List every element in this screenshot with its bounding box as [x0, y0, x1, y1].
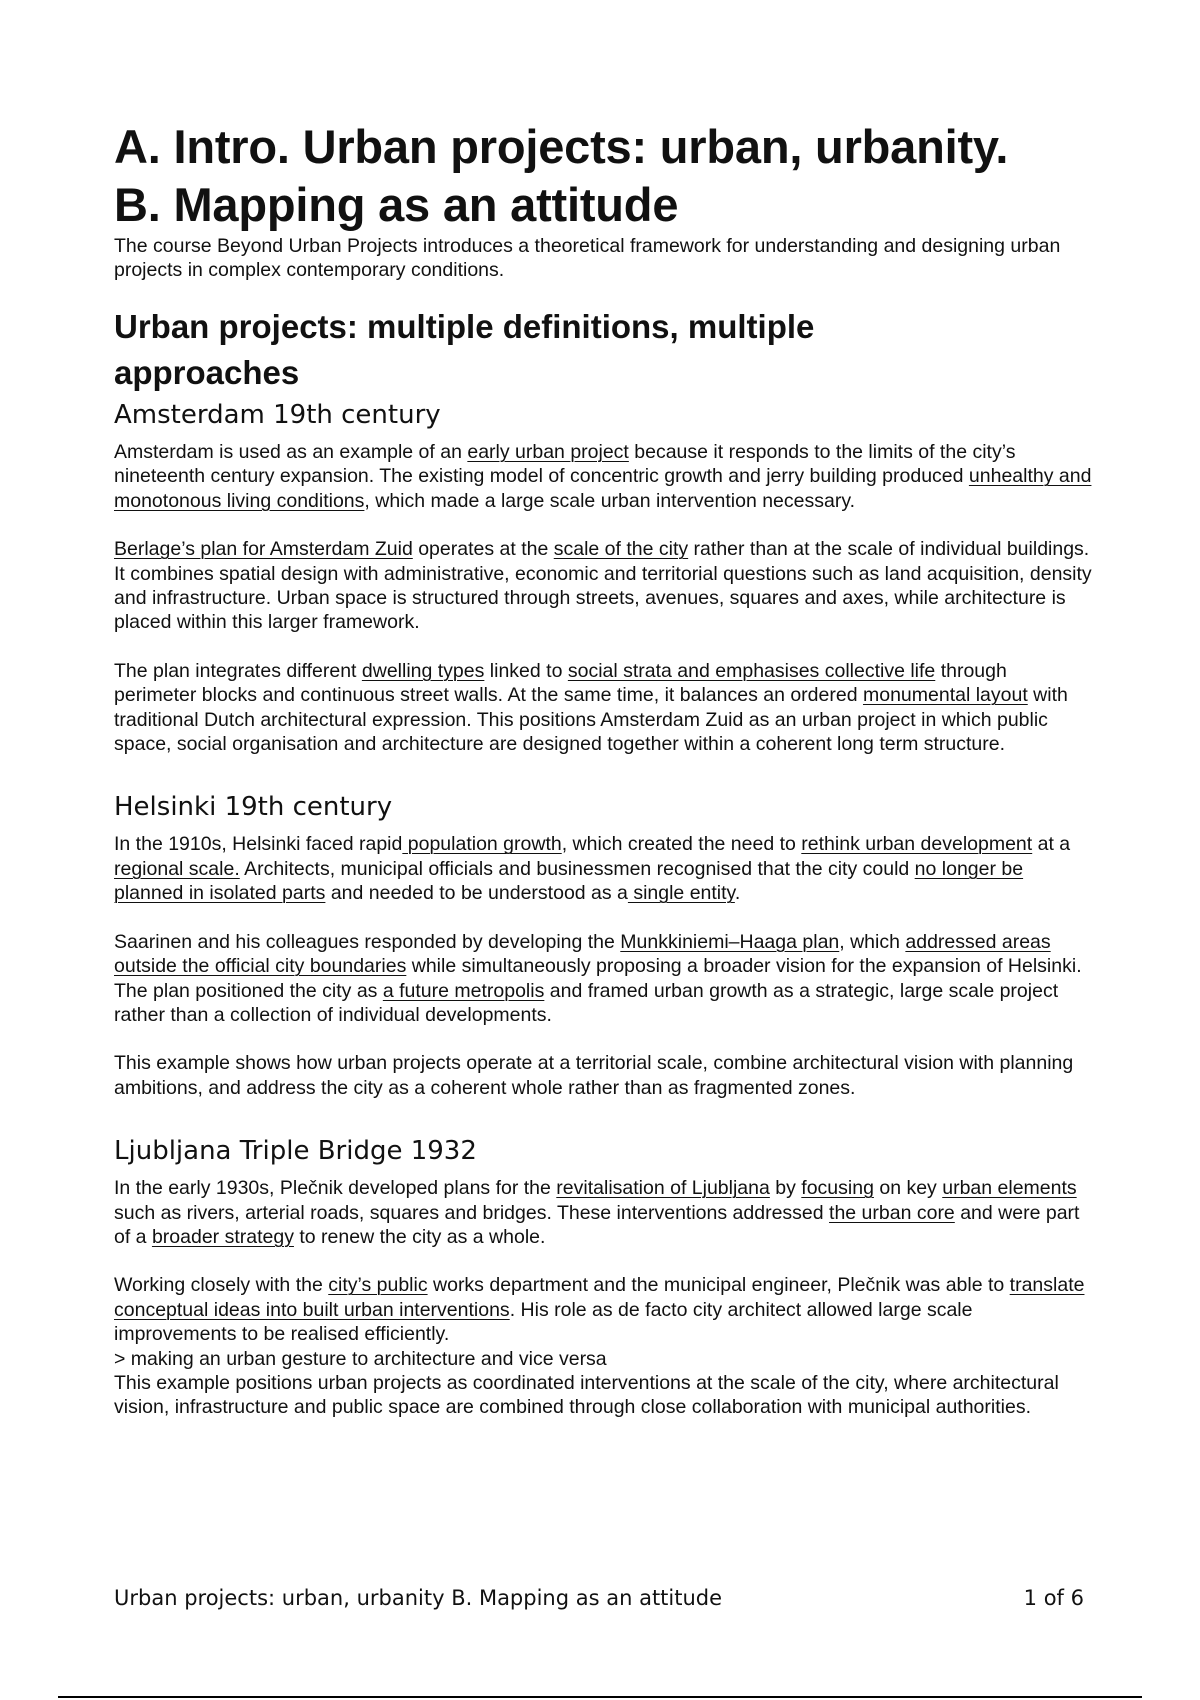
text-run: Saarinen and his colleagues responded by developing the: [114, 930, 621, 953]
text-run: at a: [1032, 833, 1071, 856]
underlined-phrase: revitalisation of Ljubljana: [556, 1177, 770, 1200]
text-run: by: [769, 1177, 802, 1200]
underlined-phrase: translate conceptual ideas into built urban interventions: [114, 1274, 1085, 1321]
amsterdam-paragraph-3: [114, 659, 1094, 757]
document-title: [114, 118, 1094, 234]
page-number: 1 of 6: [1023, 1586, 1084, 1610]
underlined-phrase: focusing: [801, 1177, 874, 1200]
text-run: .: [734, 882, 741, 905]
page-footer: [114, 1584, 1084, 1612]
underlined-phrase: Munkkiniemi–Haaga plan: [620, 930, 840, 953]
underlined-phrase: unhealthy and monotonous living conditions: [114, 465, 1092, 512]
underlined-phrase: early urban project: [467, 441, 629, 463]
helsinki-paragraph-1: [114, 832, 1094, 905]
underlined-phrase: Berlage’s plan for Amsterdam Zuid: [114, 538, 413, 561]
text-run: works department and the municipal engineer, Plečnik was able to: [427, 1274, 1010, 1297]
section-heading-line-2: approaches: [114, 354, 300, 391]
underlined-phrase: scale of the city: [553, 538, 689, 561]
text-run: In the 1910s, Helsinki faced rapid: [114, 833, 403, 856]
underlined-phrase: population growth: [402, 833, 562, 856]
ljubljana-heading: Ljubljana Triple Bridge 1932: [114, 1136, 477, 1167]
page-content: [114, 118, 1094, 1420]
ljubljana-paragraph-2: [114, 1273, 1094, 1346]
underlined-phrase: regional scale.: [114, 857, 240, 880]
title-line-2: B. Mapping as an attitude: [114, 178, 679, 231]
text-run: operates at the: [412, 538, 554, 561]
text-run: to renew the city as a whole.: [293, 1225, 546, 1248]
text-run: and framed urban growth as a strategic, large scale project rather than a collection of individual developments.: [114, 979, 1059, 1026]
ljubljana-arrow-note: > making an urban gesture to architecture and vice versa: [114, 1347, 607, 1370]
section-gap: [114, 1124, 1094, 1134]
text-run: This example shows how urban projects operate at a territorial scale, combine architectural vision with planning ambitions, and address the city as a coherent whole rather than as fragmented zones.: [114, 1052, 1074, 1099]
intro-paragraph: The course Beyond Urban Projects introduces a theoretical framework for understanding and designing urban projects in complex contemporary conditions.: [114, 235, 1061, 281]
text-run: and needed to be understood as a: [325, 882, 628, 905]
text-run: Amsterdam is used as an example of an: [114, 441, 468, 463]
section-ljubljana: [114, 1134, 1094, 1420]
text-run: rather than at the scale of individual buildings. It combines spatial design with administrative, economic and territorial questions such as land acquisition, density and infrastructure. Urban space is structured through streets, avenues, squares and axes, while architecture is placed within this larger framework.: [114, 538, 1092, 634]
text-run: The plan integrates different: [114, 659, 362, 682]
amsterdam-paragraph-1: [114, 440, 1094, 513]
text-run: , which: [839, 930, 906, 953]
title-line-1: A. Intro. Urban projects: urban, urbanity.: [114, 120, 1009, 173]
text-run: . His role as de facto city architect allowed large scale improvements to be realised efficiently.: [114, 1298, 973, 1346]
text-run: , which created the need to: [561, 833, 802, 856]
underlined-phrase: broader strategy: [151, 1225, 294, 1248]
text-run: with traditional Dutch architectural expression. This positions Amsterdam Zuid as an urban project in which public space, social organisation and architecture are designed together within a coherent long term structure.: [114, 684, 1068, 756]
text-run: while simultaneously proposing a broader vision for the expansion of Helsinki. The plan positioned the city as: [114, 955, 1082, 1002]
text-run: , which made a large scale urban intervention necessary.: [364, 489, 856, 512]
underlined-phrase: rethink urban development: [801, 833, 1033, 856]
footer-title: Urban projects: urban, urbanity B. Mapping as an attitude: [114, 1586, 723, 1610]
text-run: because it responds to the limits of the city’s nineteenth century expansion. The existing model of concentric growth and jerry building produced: [114, 441, 1016, 488]
helsinki-paragraph-3: [114, 1051, 1094, 1100]
underlined-phrase: monumental layout: [862, 684, 1028, 707]
text-run: and were part of a: [114, 1201, 1080, 1248]
underlined-phrase: no longer be planned in isolated parts: [114, 857, 1024, 905]
section-amsterdam: [114, 398, 1094, 756]
underlined-phrase: urban elements: [942, 1177, 1077, 1200]
underlined-phrase: city’s public: [328, 1274, 428, 1297]
bottom-rule: [58, 1696, 1142, 1698]
underlined-phrase: single entity: [627, 882, 735, 905]
text-run: through perimeter blocks and continuous street walls. At the same time, it balances an ordered: [114, 659, 1007, 707]
underlined-phrase: dwelling types: [361, 659, 485, 682]
underlined-phrase: social strata and emphasises collective life: [567, 659, 936, 682]
text-run: such as rivers, arterial roads, squares and bridges. These interventions addressed: [114, 1201, 830, 1224]
ljubljana-paragraph-3: This example positions urban projects as coordinated interventions at the scale of the city, where architectural vision, infrastructure and public space are combined through close collaboration with municipal authorities.: [114, 1371, 1059, 1419]
section-heading: [114, 304, 1094, 396]
helsinki-heading: Helsinki 19th century: [114, 792, 393, 823]
text-run: linked to: [484, 659, 568, 682]
text-run: on key: [873, 1177, 943, 1200]
text-run: Architects, municipal officials and businessmen recognised that the city could: [239, 857, 915, 880]
amsterdam-paragraph-2: [114, 537, 1094, 635]
section-gap: [114, 780, 1094, 790]
text-run: In the early 1930s, Plečnik developed plans for the: [114, 1177, 557, 1200]
amsterdam-heading: Amsterdam 19th century: [114, 400, 441, 430]
text-run: Working closely with the: [114, 1274, 329, 1297]
underlined-phrase: addressed areas outside the official city boundaries: [114, 930, 1051, 978]
ljubljana-paragraph-1: [114, 1176, 1094, 1249]
underlined-phrase: a future metropolis: [382, 979, 545, 1002]
section-heading-line-1: Urban projects: multiple definitions, multiple: [114, 308, 815, 345]
underlined-phrase: the urban core: [829, 1201, 955, 1224]
section-helsinki: [114, 790, 1094, 1100]
helsinki-paragraph-2: [114, 930, 1094, 1028]
